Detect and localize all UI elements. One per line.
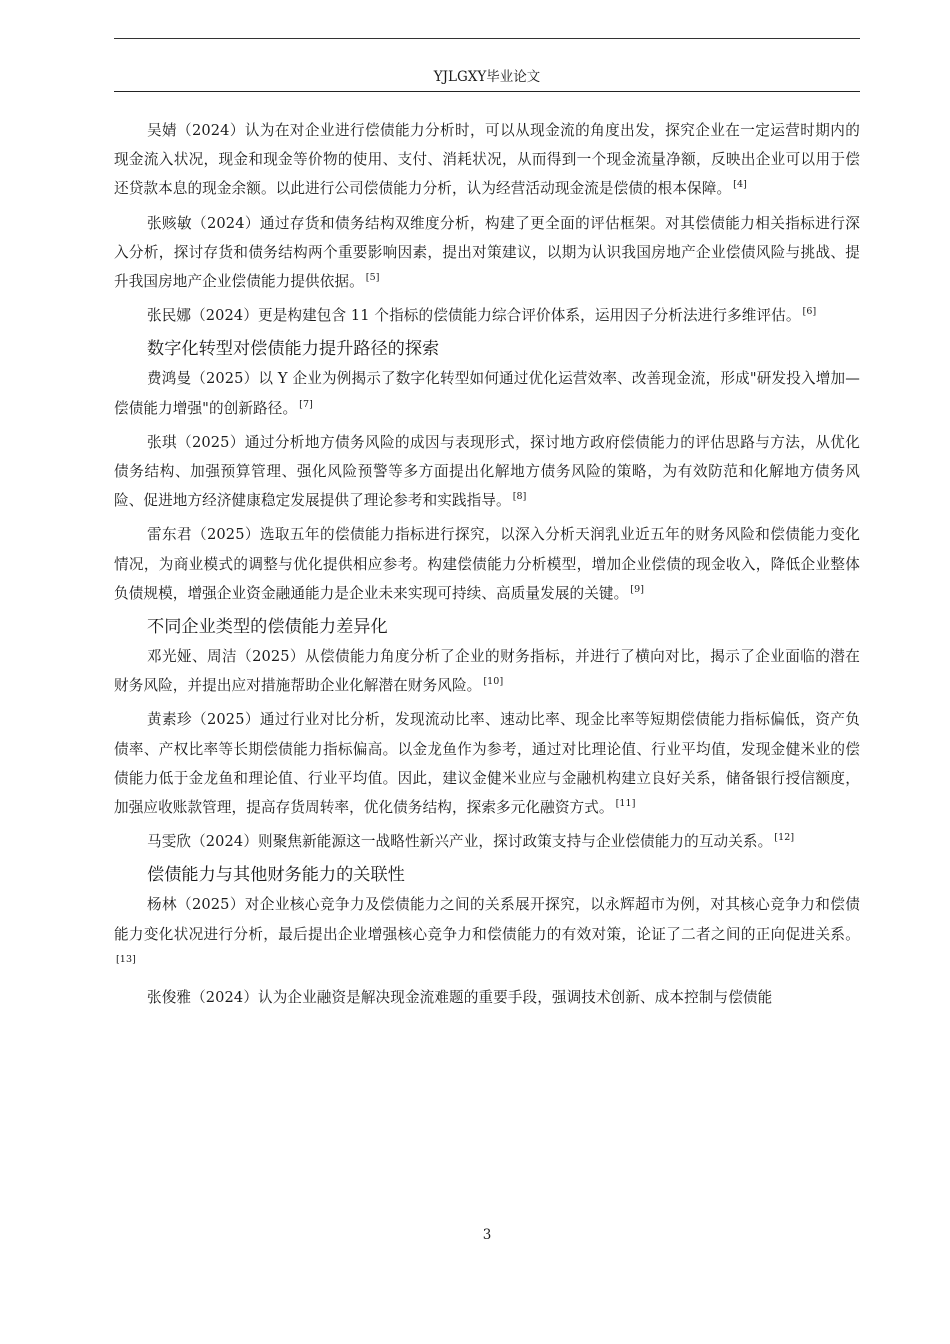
paragraph: 张俊雅（2024）认为企业融资是解决现金流难题的重要手段，强调技术创新、成本控制与偿债能 (147, 989, 773, 1007)
citation: [5] (365, 272, 380, 284)
page-header: YJLGXY毕业论文 (433, 69, 541, 85)
citation: [9] (630, 583, 645, 595)
citation: [11] (615, 798, 636, 810)
paragraph: 张民娜（2024）更是构建包含 11 个指标的偿债能力综合评价体系，运用因子分析法进行多维评估。 [6] (147, 306, 817, 325)
section-heading: 不同企业类型的偿债能力差异化 (147, 617, 388, 638)
paragraph: 吴婧（2024）认为在对企业进行偿债能力分析时，可以从现金流的角度出发，探究企业在一定运营时期内的现金流入状况，现金和现金等价物的使用、支付、消耗状况，从而得到一个现金流量净额，反映出企业可以用于偿还贷款本息的现金余额。以此进行公司偿债能力分析，认为经营活动现金流是偿债的根本保障。 [4] (114, 122, 860, 198)
paragraph: 黄素珍（2025）通过行业对比分析，发现流动比率、速动比率、现金比率等短期偿债能力指标偏低，资产负债率、产权比率等长期偿债能力指标偏高。以金龙鱼作为参考，通过对比理论值、行业平均值，发现金健米业的偿债能力低于金龙鱼和理论值、行业平均值。因此，建议金健米业应与金融机构建立良好关系，储备银行授信额度，加强应收账款管理，提高存货周转率，优化债务结构，探索多元化融资方式。 [11] (114, 711, 860, 817)
section-heading: 数字化转型对偿债能力提升路径的探索 (147, 339, 440, 360)
paragraph: 张琪（2025）通过分析地方债务风险的成因与表现形式，探讨地方政府偿债能力的评估思路与方法，从优化债务结构、加强预算管理、强化风险预警等多方面提出化解地方债务风险的策略，为有效防范和化解地方债务风险、促进地方经济健康稳定发展提供了理论参考和实践指导。 [8] (114, 433, 860, 510)
document-page (114, 0, 860, 1344)
citation: [10] (483, 676, 504, 688)
header-rule (114, 91, 860, 92)
citation: [7] (299, 398, 313, 410)
top-rule (114, 38, 860, 39)
paragraph: 费鸿曼（2025）以 Y 企业为例揭示了数字化转型如何通过优化运营效率、改善现金流，形成"研发投入增加—偿债能力增强"的创新路径。 [7] (114, 370, 860, 417)
citation: [4] (733, 179, 747, 191)
paragraph: 雷东君（2025）选取五年的偿债能力指标进行探究，以深入分析天润乳业近五年的财务风险和偿债能力变化情况，为商业模式的调整与优化提供相应参考。构建偿债能力分析模型，增加企业偿债的现金收入，降低企业整体负债规模，增强企业资金融通能力是企业未来实现可持续、高质量发展的关键。 [9] (114, 526, 860, 602)
citation: [8] (512, 491, 527, 503)
citation: [6] (802, 306, 817, 318)
page-number: 3 (482, 1227, 492, 1243)
paragraph: 张赅敏（2024）通过存货和债务结构双维度分析，构建了更全面的评估框架。对其偿债能力相关指标进行深入分析，探讨存货和债务结构两个重要影响因素，提出对策建议，以期为认识我国房地产企业偿债风险与挑战、提升我国房地产企业偿债能力提供依据。 [5] (114, 214, 860, 291)
paragraph: 马雯欣（2024）则聚焦新能源这一战略性新兴产业，探讨政策支持与企业偿债能力的互动关系。 [12] (147, 832, 795, 851)
section-heading: 偿债能力与其他财务能力的关联性 (147, 865, 405, 886)
paragraph: 杨林（2025）对企业核心竞争力及偿债能力之间的关系展开探究，以永辉超市为例，对其核心竞争力和偿债能力变化状况进行分析，最后提出企业增强核心竞争力和偿债能力的有效对策，论证了二者之间的正向促进关系。[13] (114, 896, 860, 965)
citation: [12] (774, 832, 795, 844)
citation: [13] (116, 953, 136, 965)
page-body (114, 116, 860, 1017)
paragraph: 邓光娅、周洁（2025）从偿债能力角度分析了企业的财务指标，并进行了横向对比，揭示了企业面临的潜在财务风险，并提出应对措施帮助企业化解潜在财务风险。 [10] (114, 648, 860, 695)
